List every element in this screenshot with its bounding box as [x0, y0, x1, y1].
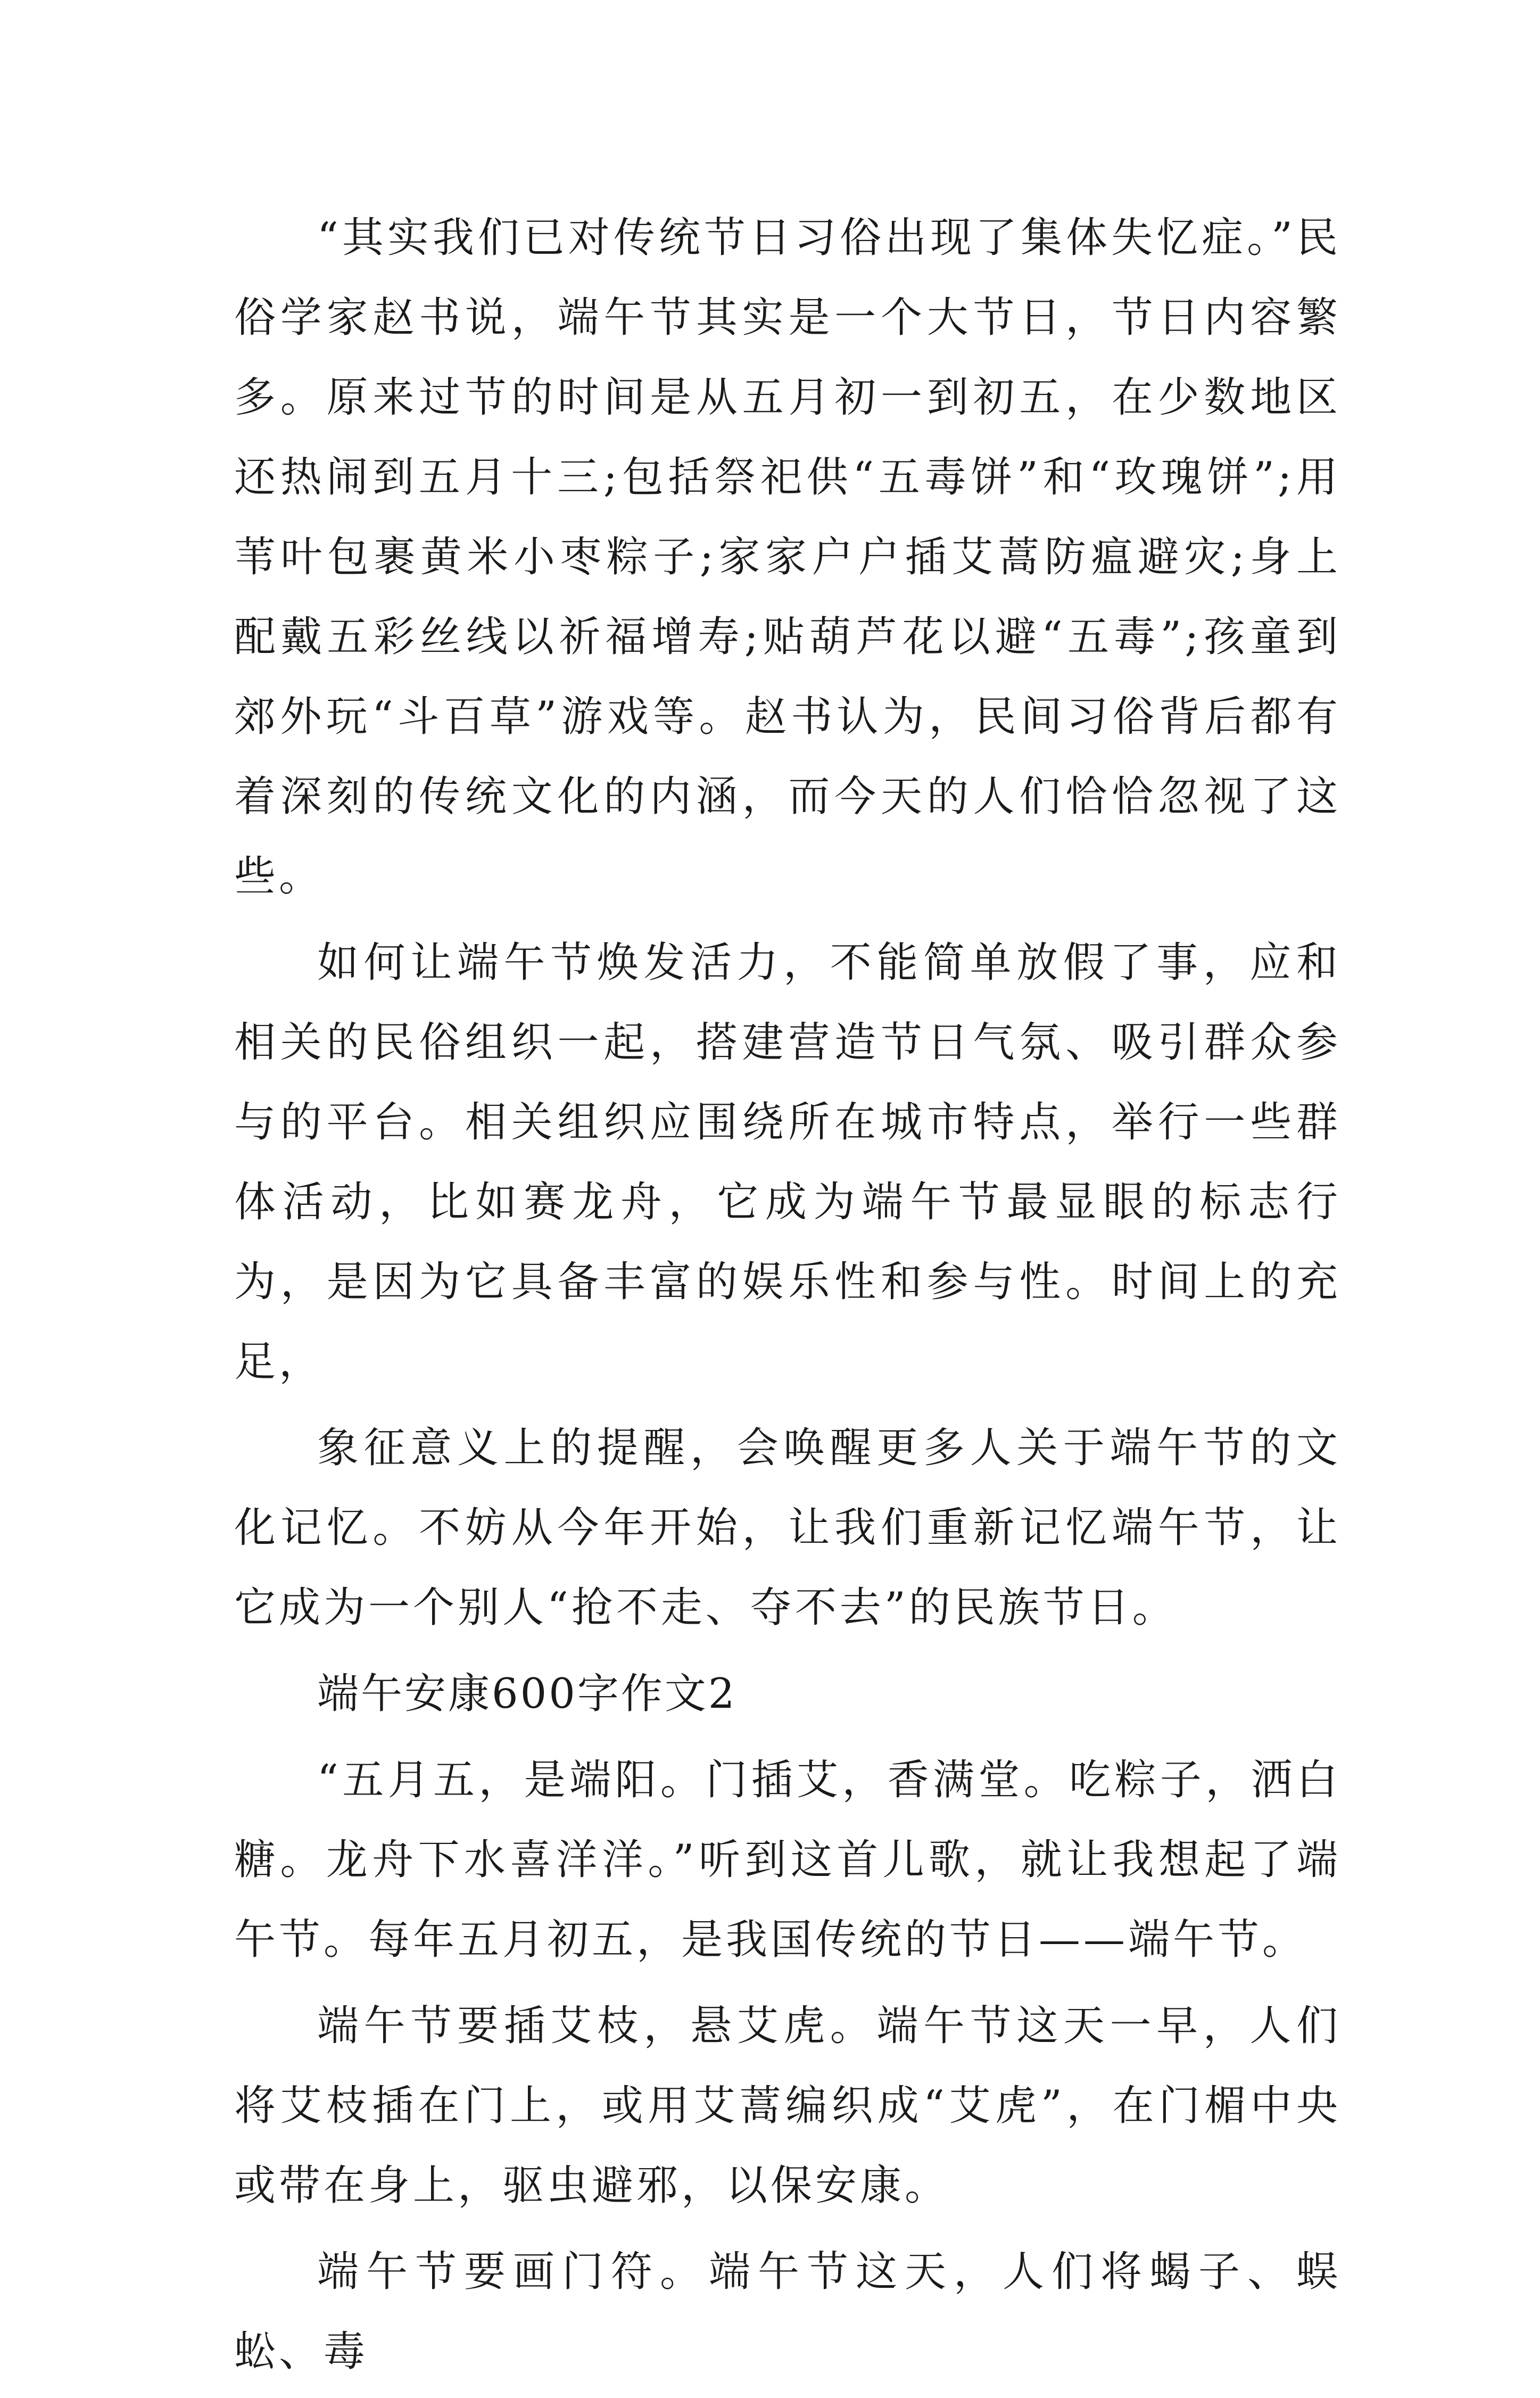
paragraph-3: 象征意义上的提醒，会唤醒更多人关于端午节的文化记忆。不妨从今年开始，让我们重新记忆端午节，让它成为一个别人“抢不走、夺不去”的民族节日。	[234, 1424, 1341, 1632]
paragraph-6: 端午节要画门符。端午节这天，人们将蝎子、蜈蚣、毒	[234, 2248, 1341, 2376]
paragraph-1: “其实我们已对传统节日习俗出现了集体失忆症。”民俗学家赵书说，端午节其实是一个大节日，节日内容繁多。原来过节的时间是从五月初一到初五，在少数地区还热闹到五月十三;包括祭祀供“五毒饼”和“玫瑰饼”;用苇叶包裹黄米小枣粽子;家家户户插艾蒿防瘟避灾;身上配戴五彩丝线以祈福增寿;贴葫芦花以避“五毒”;孩童到郊外玩“斗百草”游戏等。赵书认为，民间习俗背后都有着深刻的传统文化的内涵，而今天的人们恰恰忽视了这些。	[234, 214, 1341, 900]
paragraph-4: “五月五，是端阳。门插艾，香满堂。吃粽子，洒白糖。龙舟下水喜洋洋。”听到这首儿歌，就让我想起了端午节。每年五月初五，是我国传统的节日——端午节。	[234, 1756, 1341, 1964]
document-page	[234, 198, 1341, 2398]
section-heading: 端午安康600字作文2	[317, 1670, 737, 1718]
paragraph-2: 如何让端午节焕发活力，不能简单放假了事，应和相关的民俗组织一起，搭建营造节日气氛、吸引群众参与的平台。相关组织应围绕所在城市特点，举行一些群体活动，比如赛龙舟，它成为端午节最显眼的标志行为，是因为它具备丰富的娱乐性和参与性。时间上的充足，	[234, 939, 1341, 1386]
paragraph-5: 端午节要插艾枝，悬艾虎。端午节这天一早，人们将艾枝插在门上，或用艾蒿编织成“艾虎”，在门楣中央或带在身上，驱虫避邪，以保安康。	[234, 2002, 1341, 2210]
